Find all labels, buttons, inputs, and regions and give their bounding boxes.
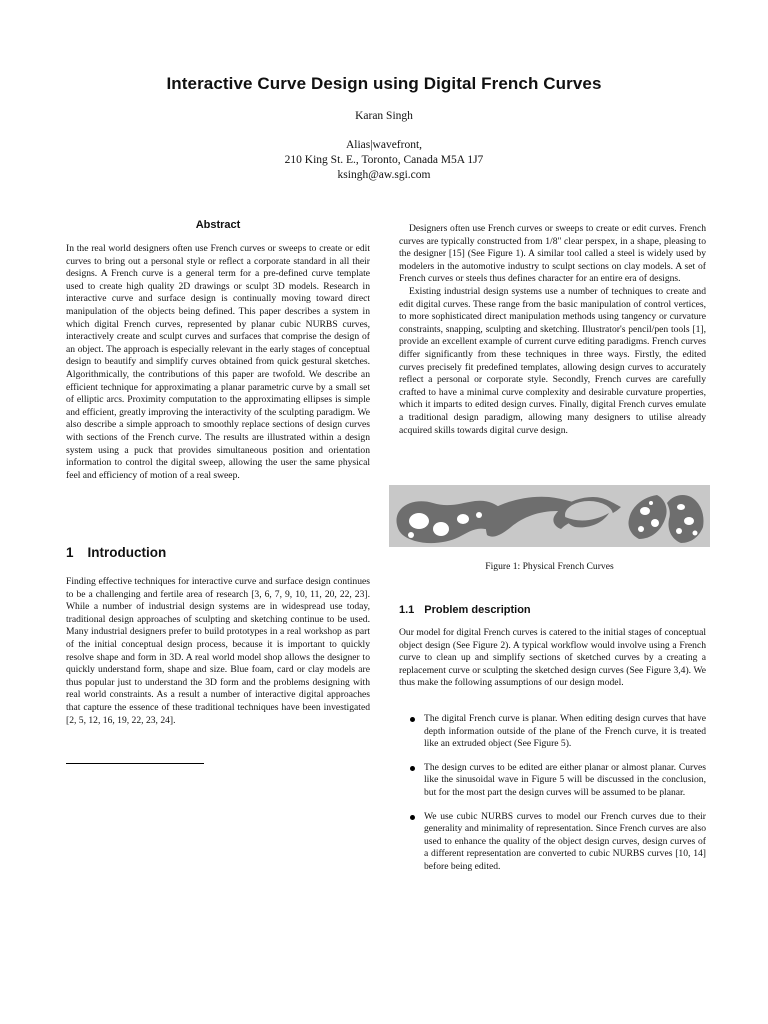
subsection-heading-problem [399, 604, 531, 616]
assumptions-list [399, 713, 706, 885]
introduction-text: Finding effective techniques for interactive curve and surface design continues to be a challenging and fertile area of research [3, 6, 7, 9, 10, 11, 20, 22, 23]. While a number of industrial design systems are in widespread use today, traditional design approaches of sculpting and sketching continue to be used. Many industrial designers prefer to build prototypes in a real workshop as part of the initial conceptual design process, because it is important to quickly resolve shape and form in 3D. A real world model shop allows the designer to quickly understand form, shape and size. Blue foam, card or clay models are thus popular just to understand the 3D form and the problems designing with real world constraints. As a result a number of interactive digital approaches that capture the essence of these traditional techniques have been investigated [2, 5, 12, 16, 19, 22, 23, 24]. [66, 576, 370, 726]
introduction-body [66, 576, 370, 727]
author-email: ksingh@aw.sgi.com [337, 169, 431, 181]
subsection-number: 1.1 [399, 604, 415, 616]
section-heading-introduction [66, 545, 166, 560]
abstract-body [66, 243, 370, 482]
abstract-heading: Abstract [195, 219, 241, 231]
list-item-text: The design curves to be edited are either planar or almost planar. Curves like the sinusoidal wave in Figure 5 will be discussed in the conclusion, but for the most part the design curves will be assumed to be planar. [424, 761, 706, 798]
figure-caption: Figure 1: Physical French Curves [485, 561, 614, 572]
bullet-icon [410, 766, 415, 771]
bullet-icon [410, 717, 415, 722]
french-curves-illustration [389, 485, 710, 547]
list-item [399, 811, 706, 874]
bullet-icon [410, 815, 415, 820]
figure-physical-french-curves [389, 485, 710, 547]
list-item [399, 713, 706, 751]
affiliation-company: Alias|wavefront, [345, 139, 423, 151]
paragraph-existing-systems: Existing industrial design systems use a number of techniques to create and edit digital curves. These range from the basic manipulation of control vertices, to more sophisticated direct manipulation methods using tangency or curvature constraints, snapping, sculpting and sketching. Illustrator's pencil/pen tools [1], provide an excellent example of current curve editing paradigms. French curves differ significantly from these techniques in three ways. Firstly, the edited curves precisely fit predefined templates, allowing design curves to accurately reflect a personal or corporate style. Secondly, French curves are carefully crafted to have a minimal curve complexity and desirable curvature properties, which it imparts to edited design curves. Finally, digital French curves emulate a traditional design paradigm, allowing many designers to utilise already acquired skills towards digital curve design. [399, 285, 706, 436]
subsection-text: Our model for digital French curves is catered to the initial stages of conceptual object design (See Figure 2). A typical workflow would involve using a French curve to clean up and simplify sections of sketched curves by a creating a replacement curve or sculpting the sketched design curves (See Figure 3,4). We thus make the following assumptions of our design model. [399, 627, 706, 689]
list-item-text: We use cubic NURBS curves to model our French curves due to their generality and minimality of representation. Since French curves are also used to enhance the quality of the object design curves, design curves of a different representation are converted to cubic NURBS curves [10, 14] before being edited. [424, 810, 706, 872]
section-number: 1 [66, 545, 74, 560]
right-column-intro [399, 223, 706, 437]
paper-title: Interactive Curve Design using Digital French Curves [166, 74, 602, 93]
affiliation-address: 210 King St. E., Toronto, Canada M5A 1J7 [284, 154, 484, 166]
author-name: Karan Singh [355, 110, 413, 122]
section-title: Introduction [87, 545, 167, 560]
abstract-text: In the real world designers often use French curves or sweeps to create or edit curves to bring out a personal style or reflect a corporate standard in all their designs. A French curve is a general term for a pre-defined curve template used to create high quality 2D drawings or sculpt 3D models. Research in interactive curve and surface design is continually moving toward direct manipulation of the objects being defined. This paper describes a system in which digital French curves, represented by planar cubic NURBS curves, interactively create and sculpt curves and surfaces that comprise the design of an object. The approach is especially relevant in the early stages of conceptual design to beautify and simplify curves obtained from quick gestural sketches. Algorithmically, the contributions of this paper are twofold. We describe an efficient technique for approximating a planar parametric curve by a small set of elliptic arcs. Proximity computation to the approximating ellipses is simple and efficient, greatly improving the interactivity of the sculpting paradigm. We also describe a simple approach to smoothly replace sections of design curves with sections of the French curve. The results are illustrated within a design system using a puck that provides simultaneous position and orientation information to control the digital sweep, allowing the user the same physical feel and efficiency of motion of a real sweep. [66, 243, 370, 481]
list-item [399, 762, 706, 800]
subsection-title: Problem description [424, 604, 531, 616]
footnote-rule [66, 763, 204, 764]
paragraph-french-curves: Designers often use French curves or sweeps to create or edit curves. French curves are typically constructed from 1/8" clear perspex, in a shape, pleasing to the designer [15] (See Figure 1). A similar tool called a steel is widely used by modelers in the automotive industry to sculpt sections on clay models. A set of French curves or steels thus defines character for an entire era of designs. [399, 223, 706, 285]
list-item-text: The digital French curve is planar. When editing design curves that have depth information outside of the plane of the French curve, it is treated like an extruded object (See Figure 5). [424, 713, 706, 750]
affiliation-block [0, 138, 768, 183]
subsection-body [399, 627, 706, 690]
